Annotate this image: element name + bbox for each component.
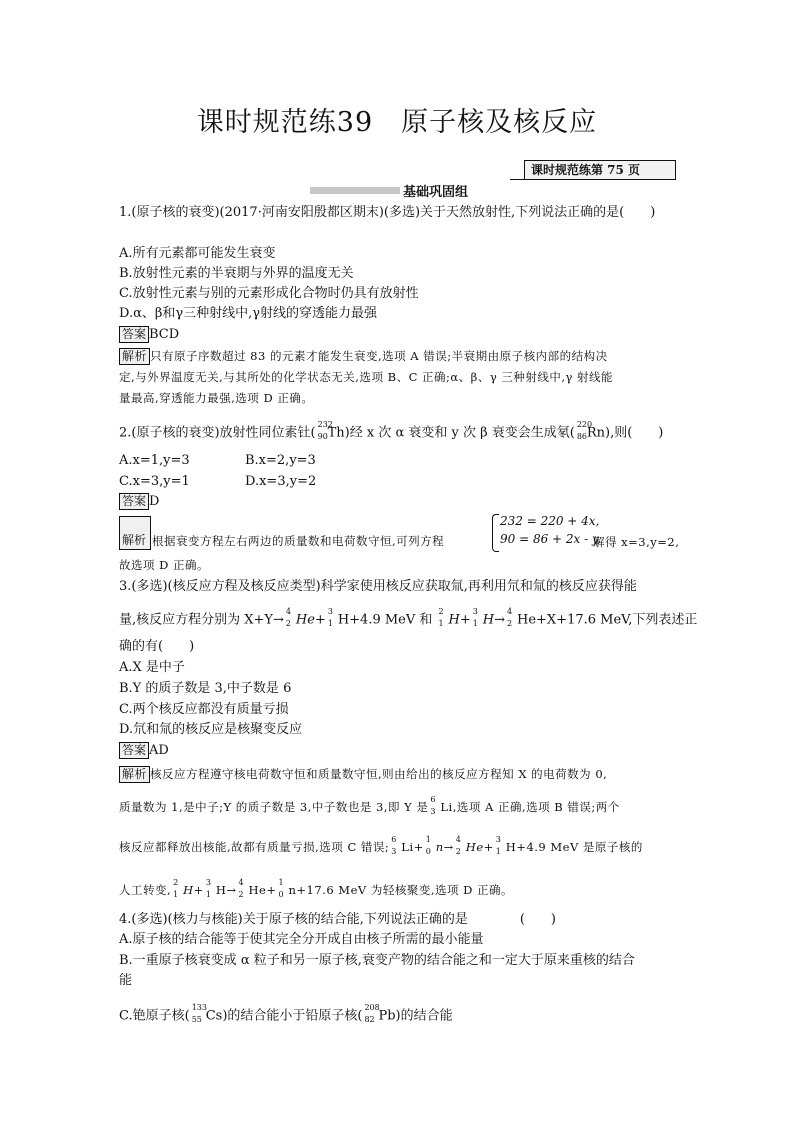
q3-option-c: C.两个核反应都没有质量亏损 bbox=[119, 702, 289, 717]
q2-options-row-2 bbox=[119, 473, 679, 491]
q1-option-c: C.放射性元素与别的元素形成化合物时仍具有放射性 bbox=[119, 286, 419, 301]
page-reference bbox=[510, 160, 676, 180]
q1-option-a: A.所有元素都可能发生衰变 bbox=[119, 246, 276, 261]
q4-option-c: C.铯原子核( 133 55 Cs)的结合能小于铅原子核( 208 82 Pb)的结合能 bbox=[119, 1003, 453, 1024]
q4-option-a: A.原子核的结合能等于使其完全分开成自由核子所需的最小能量 bbox=[119, 932, 484, 947]
q1-option-b: B.放射性元素的半衰期与外界的温度无关 bbox=[119, 266, 354, 281]
explain-label: 解析 bbox=[119, 516, 151, 550]
explain-label: 解析 bbox=[119, 348, 150, 365]
q1-answer bbox=[119, 326, 679, 344]
q2-option-b: B.x=2,y=3 bbox=[245, 453, 316, 468]
answer-label: 答案 bbox=[119, 493, 149, 510]
page-title: 课时规范练39 原子核及核反应 bbox=[196, 107, 598, 138]
q2-options-row-1 bbox=[119, 452, 679, 470]
q3-option-b: B.Y 的质子数是 3,中子数是 6 bbox=[119, 681, 292, 696]
q3-explain-4: 人工转变, 2 1 H+ 3 1 H→ 4 2 He+ 1 0 n+17.6 MeV 为轻核聚变,选项 D 正确。 bbox=[119, 878, 514, 899]
section-bar-left bbox=[310, 187, 400, 194]
radon-nuclide: 220 86 bbox=[576, 420, 593, 441]
section-header bbox=[310, 181, 640, 199]
q3-explain-3: 核反应都释放出核能,故都有质量亏损,选项 C 错误; 6 3 Li+ 1 0 n→ 4 2 He+ 3 1 H+4.9 MeV 是原子核的 bbox=[119, 835, 643, 856]
q2-stem: 2.(原子核的衰变)放射性同位素钍( 232 90 Th)经 x 次 α 衰变和 y 次 β 衰变会生成氡( 220 86 Rn),则( ) bbox=[119, 420, 664, 441]
cesium-nuclide: 133 55 bbox=[191, 1003, 207, 1024]
q3-explain-2: 质量数为 1,是中子;Y 的质子数是 3,中子数也是 3,即 Y 是 6 3 Li,选项 A 正确,选项 B 错误;两个 bbox=[119, 795, 620, 816]
q2-explain-c: 故选项 D 正确。 bbox=[119, 558, 210, 572]
q3-stem-1: 3.(多选)(核反应方程及核反应类型)科学家使用核反应获取氚,再利用氘和氚的核反应获得能 bbox=[119, 579, 637, 594]
q4-stem: 4.(多选)(核力与核能)关于原子核的结合能,下列说法正确的是 ( ) bbox=[119, 912, 556, 927]
q3-option-a: A.X 是中子 bbox=[119, 660, 185, 675]
q2-answer-value: D bbox=[149, 494, 160, 509]
q1-answer-value: BCD bbox=[149, 327, 180, 342]
q3-option-d: D.氘和氚的核反应是核聚变反应 bbox=[119, 722, 303, 737]
q3-stem-2: 量,核反应方程分别为 X+Y→ 4 2 He+ 3 1 H+4.9 MeV 和 2 1 H+ 3 1 H→ 4 2 He+X+17.6 MeV,下列表述正 bbox=[119, 607, 698, 628]
answer-label: 答案 bbox=[119, 326, 149, 343]
q3-explain-1: 解析 核反应方程遵守核电荷数守恒和质量数守恒,则由给出的核反应方程知 X 的电荷数为 0, bbox=[119, 765, 679, 783]
section-title: 基础巩固组 bbox=[403, 185, 469, 200]
q2-option-a: A.x=1,y=3 bbox=[119, 453, 190, 468]
explain-label: 解析 bbox=[119, 766, 150, 783]
q3-answer bbox=[119, 742, 679, 760]
lead-nuclide: 208 82 bbox=[364, 1003, 380, 1024]
equation-2: 90 = 86 + 2x - y, bbox=[500, 532, 601, 546]
q1-explain-3: 量最高,穿透能力最强,选项 D 正确。 bbox=[119, 391, 314, 405]
q1-explain-2: 定,与外界温度无关,与其所处的化学状态无关,选项 B、C 正确;α、β、γ 三种射线中,γ 射线能 bbox=[119, 370, 614, 384]
thorium-nuclide: 232 90 bbox=[317, 420, 333, 441]
q1-explain-1: 解析 只有原子序数超过 83 的元素才能发生衰变,选项 A 错误;半衰期由原子核内部的结构决 bbox=[119, 347, 679, 365]
q1-stem: 1.(原子核的衰变)(2017·河南安阳殷都区期末)(多选)关于天然放射性,下列说法正确的是( ) bbox=[119, 205, 656, 220]
q4-option-b-2: 能 bbox=[119, 973, 133, 988]
answer-label: 答案 bbox=[119, 742, 149, 759]
page-reference-box: 课时规范练第 75 页 bbox=[524, 160, 676, 180]
q1-option-d: D.α、β和γ三种射线中,γ射线的穿透能力最强 bbox=[119, 306, 378, 321]
equation-1: 232 = 220 + 4x, bbox=[500, 514, 600, 528]
q2-explain-a: 根据衰变方程左右两边的质量数和电荷数守恒,可列方程 bbox=[152, 534, 445, 548]
q2-option-d: D.x=3,y=2 bbox=[245, 474, 317, 489]
q2-answer bbox=[119, 493, 679, 511]
q2-explain-b: 解得 x=3,y=2, bbox=[593, 535, 680, 549]
q2-option-c: C.x=3,y=1 bbox=[119, 474, 190, 489]
q3-answer-value: AD bbox=[149, 743, 169, 758]
leader-line bbox=[510, 167, 524, 180]
q4-option-b-1: B.一重原子核衰变成 α 粒子和另一原子核,衰变产物的结合能之和一定大于原来重核的结合 bbox=[119, 953, 635, 968]
q3-stem-3: 确的有( ) bbox=[119, 639, 195, 654]
equation-brace bbox=[492, 514, 499, 552]
